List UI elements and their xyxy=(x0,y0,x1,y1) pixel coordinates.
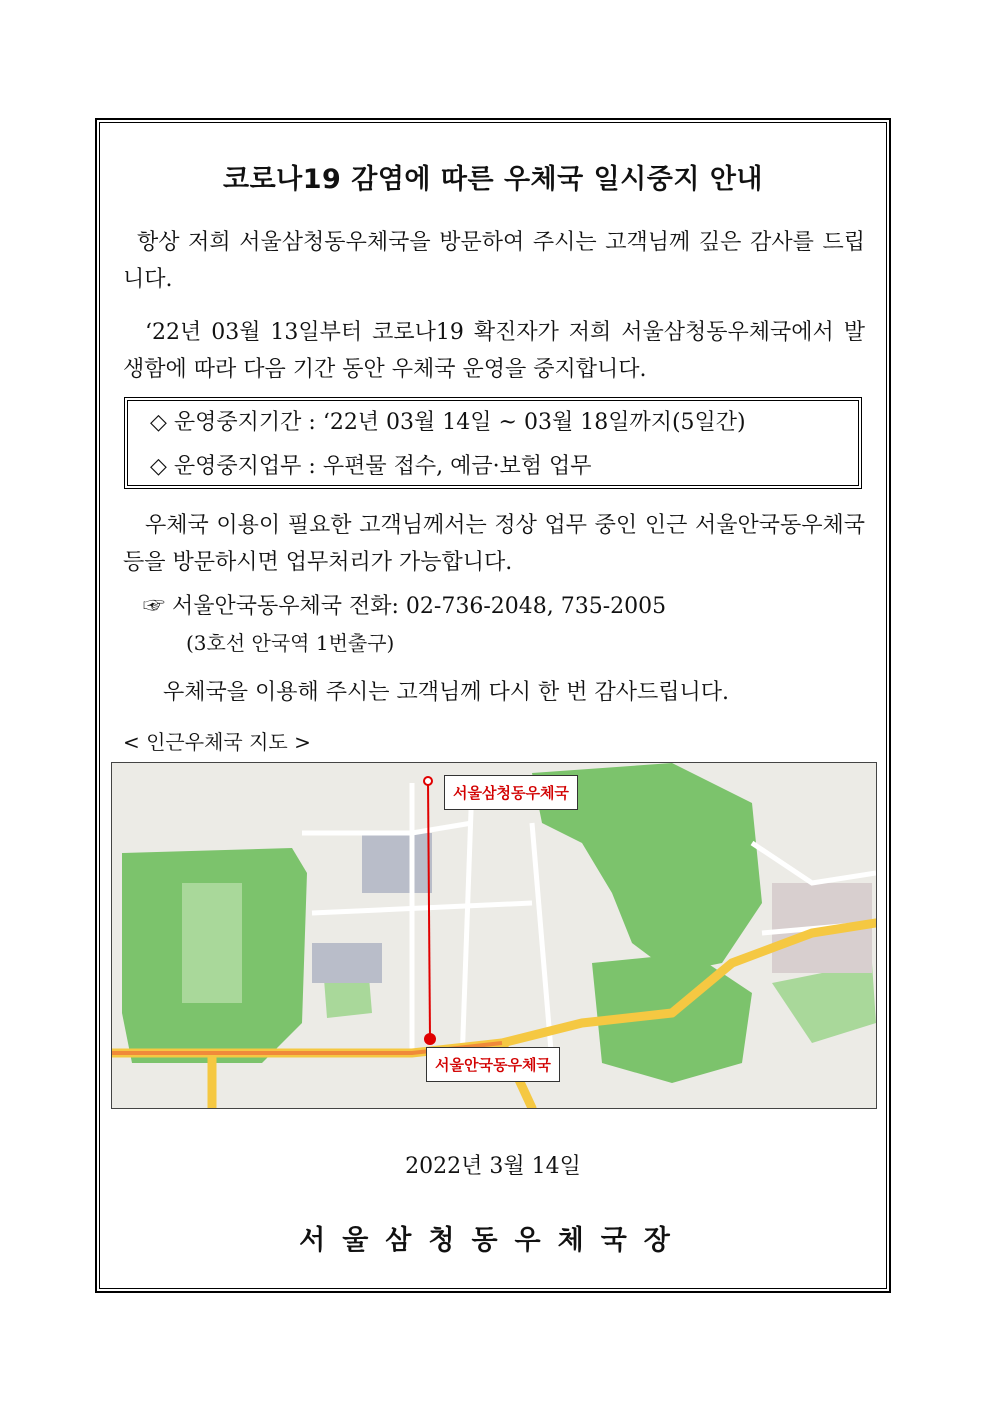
nearby-post-office-map xyxy=(111,762,877,1109)
map-origin-label: 서울삼청동우체국 xyxy=(444,775,578,810)
alternate-office-directions: (3호선 안국역 1번출구) xyxy=(186,631,395,655)
guidance-paragraph: 우체국 이용이 필요한 고객님께서는 정상 업무 중인 인근 서울안국동우체국 등을 방문하시면 업무처리가 가능합니다. xyxy=(123,513,865,575)
notice-title: 코로나19 감염에 따른 우체국 일시중지 안내 xyxy=(223,164,763,195)
map-destination-label: 서울안국동우체국 xyxy=(426,1047,560,1082)
suspension-period: ◇ 운영중지기간 : ‘22년 03월 14일 ~ 03월 18일까지(5일간) xyxy=(150,410,746,435)
thanks-text: 우체국을 이용해 주시는 고객님께 다시 한 번 감사드립니다. xyxy=(163,680,729,705)
intro-paragraph: 항상 저희 서울삼청동우체국을 방문하여 주시는 고객님께 깊은 감사를 드립니다. xyxy=(123,230,865,292)
suspension-tasks: ◇ 운영중지업무 : 우편물 접수, 예금·보험 업무 xyxy=(150,454,592,479)
signature: 서울삼청동우체국장 xyxy=(299,1225,687,1256)
notice-date: 2022년 3월 14일 xyxy=(405,1154,581,1179)
notice-paragraph: ‘22년 03월 13일부터 코로나19 확진자가 저희 서울삼청동우체국에서 발생함에 따라 다음 기간 동안 우체국 운영을 중지합니다. xyxy=(123,320,865,382)
map-caption: < 인근우체국 지도 > xyxy=(123,730,311,754)
alternate-office-contact: ☞ 서울안국동우체국 전화: 02-736-2048, 735-2005 xyxy=(143,594,667,619)
